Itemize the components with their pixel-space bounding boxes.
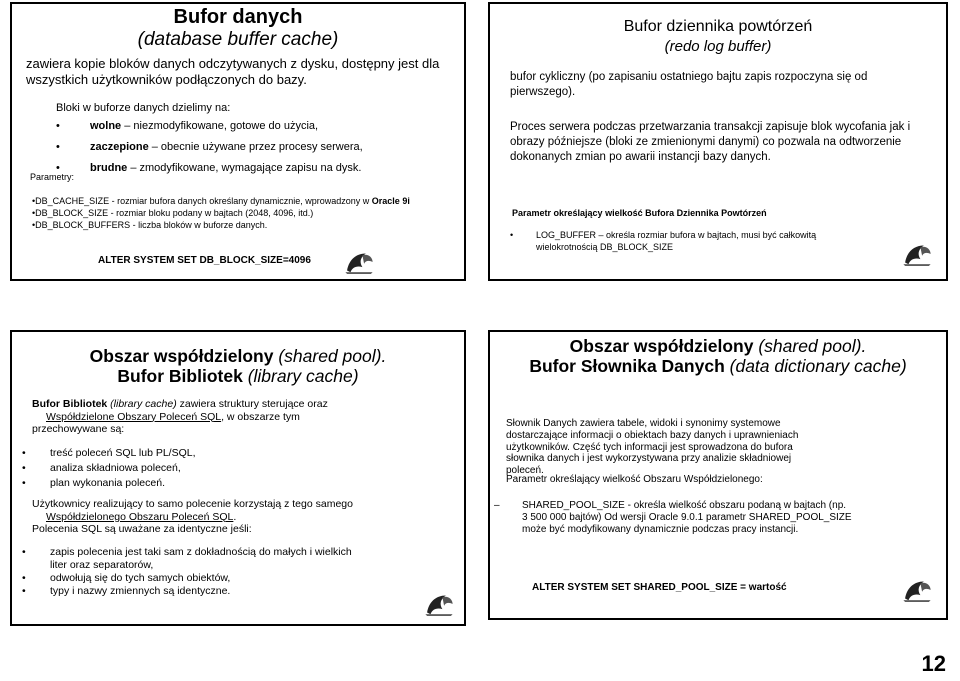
slide-redo-log-buffer [488, 2, 948, 281]
slide-title: Obszar współdzielony (shared pool). [569, 336, 867, 356]
slide-title-block [12, 346, 464, 386]
logo-icon [900, 576, 934, 604]
list-item [56, 120, 436, 141]
slide-data-dictionary-cache [488, 330, 948, 620]
alter-command: ALTER SYSTEM SET SHARED_POOL_SIZE = wartość [532, 582, 787, 593]
logo-icon [342, 248, 376, 276]
divide-heading: Bloki w buforze danych dzielimy na: [56, 102, 231, 114]
slide-library-cache [10, 330, 466, 626]
bullet-icon: • [22, 585, 26, 598]
params-label: Parametry: [30, 172, 75, 182]
para-cyclic: bufor cykliczny (po zapisaniu ostatniego bajtu zapis rozpoczyna się od pierwszego). [510, 71, 868, 98]
separator: – [148, 141, 161, 153]
params-list [32, 196, 452, 232]
block-type-term: brudne [90, 162, 128, 174]
param-item: •DB_BLOCK_SIZE - rozmiar bloku podany w bajtach (2048, 4096, itd.) [32, 207, 314, 218]
bullet-icon: • [56, 141, 60, 153]
link-shared-sql-area: Współdzielonego Obszaru Poleceń SQL [46, 510, 234, 523]
slide-subtitle: Bufor Bibliotek (library cache) [117, 366, 359, 387]
list-item [56, 162, 436, 183]
list-item: • treść poleceń SQL lub PL/SQL, [22, 446, 322, 461]
block-types-list [56, 120, 436, 183]
dash-bullet-icon: – [494, 500, 500, 511]
block-type-desc: zmodyfikowane, wymagające zapisu na dysk. [139, 162, 362, 174]
users-text: Użytkownicy realizujący to samo polecenie korzystają z tego samego Współdzielonego Obszaru Poleceń SQL. Polecenia SQL są uważane za identyczne jeśli: [32, 498, 353, 536]
slide-buffer-cache [10, 2, 466, 281]
bullet-icon: • [56, 162, 60, 174]
bullet-icon: • [22, 447, 26, 459]
slide-title: Bufor danych [173, 6, 303, 28]
list-item: • typy i nazwy zmiennych są identyczne. [22, 585, 231, 598]
list-item: • analiza składniowa poleceń, [22, 461, 322, 476]
param-item: •DB_BLOCK_BUFFERS - liczba bloków w buforze danych. [32, 219, 268, 230]
slide-title: Bufor dziennika powtórzeń [623, 18, 813, 35]
list-item [56, 141, 436, 162]
para-dictionary: Słownik Danych zawiera tabele, widoki i synonimy systemowe dostarczające informacji o obiektach bazy danych i uprawnieniach użytkowników. Część tych informacji jest sprowadzona do bufora słownika danych i jest wykorzystywana przy analizie składniowej poleceń. [506, 418, 799, 477]
slide-subtitle: Bufor Słownika Danych (data dictionary cache) [529, 356, 907, 377]
list-item: • odwołują się do tych samych obiektów, [22, 572, 231, 585]
para-server-process: Proces serwera podczas przetwarzania transakcji zapisuje blok wycofania jak i obrazy późniejsze (bloki ze zmienionymi danymi) co pozwala na odtworzenie dokonanych zmian po awarii instancji bazy danych. [510, 121, 911, 163]
block-type-term: wolne [90, 120, 122, 132]
bullet-icon: • [22, 477, 26, 490]
slide-title: Obszar współdzielony (shared pool). [89, 346, 387, 366]
stored-items-list [22, 446, 322, 492]
list-item: • zapis polecenia jest taki sam z dokładnością do małych i wielkich liter oraz separatorów, [22, 546, 352, 572]
logo-icon [900, 240, 934, 268]
param-item: – SHARED_POOL_SIZE - określa wielkość obszaru podaną w bajtach (np. 3 500 000 bajtów) Od wersji Oracle 9.0.1 parametr SHARED_POOL_SIZE może być modyfikowany dynamicznie podczas pracy instancji. [494, 500, 852, 535]
slide-subtitle: (database buffer cache) [137, 29, 339, 50]
list-item: • plan wykonania poleceń. [22, 476, 322, 491]
bullet-icon: • [22, 572, 26, 585]
slide-title-block [490, 336, 946, 376]
bullet-icon: • [22, 546, 26, 558]
param-item: • LOG_BUFFER – określa rozmiar bufora w bajtach, musi być całkowitą wielokrotnością DB_BLOCK_SIZE [510, 230, 817, 253]
slide-title-block [12, 6, 464, 51]
intro-text: zawiera kopie bloków danych odczytywanych z dysku, dostępny jest dla wszystkich użytkowników podłączonych do bazy. [26, 56, 440, 88]
logo-icon [422, 590, 456, 618]
bullet-icon: • [510, 230, 514, 240]
slide-subtitle: (redo log buffer) [664, 38, 772, 56]
separator: – [121, 120, 134, 132]
intro-text: Bufor Bibliotek (library cache) zawiera struktury sterujące oraz Współdzielone Obszary Poleceń SQL, w obszarze tym przechowywane są: [32, 398, 328, 436]
separator: – [127, 162, 140, 174]
page-number: 12 [921, 651, 946, 676]
conditions-list [22, 546, 352, 599]
block-type-desc: niezmodyfikowane, gotowe do użycia, [133, 120, 319, 132]
bullet-icon: • [22, 462, 26, 475]
alter-command: ALTER SYSTEM SET DB_BLOCK_SIZE=4096 [98, 255, 311, 266]
bullet-icon: • [56, 120, 60, 132]
block-type-term: zaczepione [90, 141, 149, 153]
param-heading: Parametr określający wielkość Bufora Dziennika Powtórzeń [512, 208, 767, 218]
slide-title-block [490, 18, 946, 56]
param-item: •DB_CACHE_SIZE - rozmiar bufora danych określany dynamicznie, wprowadzony w Oracle 9i [32, 196, 410, 206]
param-heading: Parametr określający wielkość Obszaru Współdzielonego: [506, 474, 763, 485]
block-type-desc: obecnie używane przez procesy serwera, [160, 141, 363, 153]
link-shared-sql-areas: Współdzielone Obszary Poleceń SQL [46, 410, 222, 423]
